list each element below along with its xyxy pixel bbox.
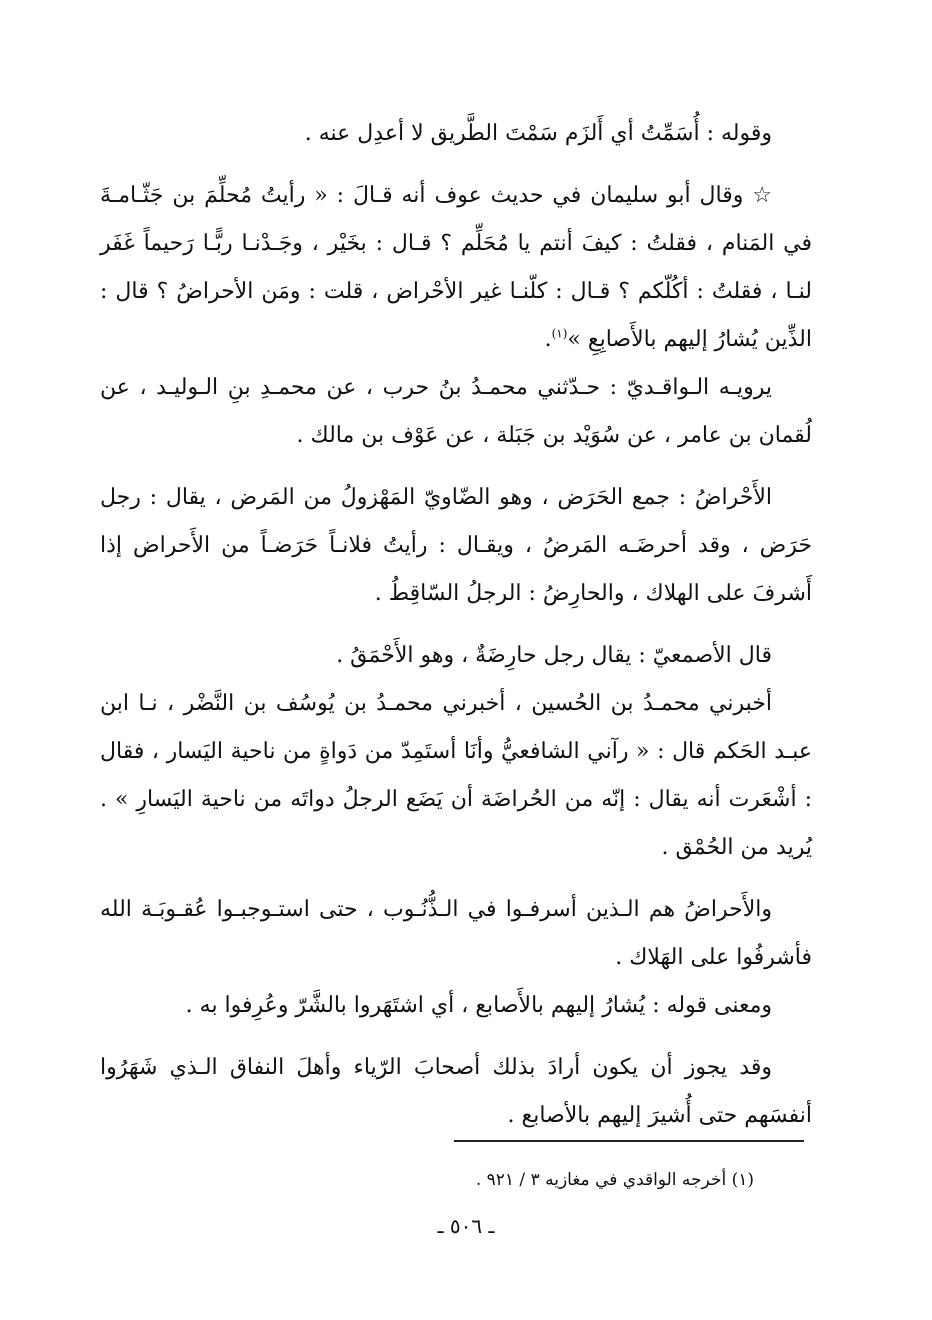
paragraph-5: قال الأصمعيّ : يقال رجل حارِضَةٌ ، وهو الأَحْمَقُ . — [336, 643, 772, 668]
paragraph-1: وقوله : أُسَمِّتُ أي أَلزَم سَمْتَ الطَّريق لا أعدِل عنه . — [304, 121, 772, 146]
paragraph-2: ☆ وقال أبو سليمان في حديث عوف أنه قـالَ : « رأيتُ مُحلِّمَ بن جَثّـامـةَ في المَنام ، فقلتُ : كيفَ أنتم يا مُحَلِّم ؟ قـال : بخَيْر ، وجَـدْنـا ربًّـا رَحيماً غَفَر لنـا ، فقلتُ : أكُلّكم ؟ قـال : كلّنـا غير الأحْراض ، قلت : ومَن الأحراضُ ؟ قال : الذِّين يُشارُ إليهم بالأَصابِعِ »$^{(١)}$. — [100, 183, 812, 352]
footnote-reference[interactable]: (١) — [551, 326, 568, 341]
paragraph-3: يرويـه الـواقـديّ : حـدّثني محمـدُ بنُ حرب ، عن محمـدِ بنِ الـوليـد ، عن لُقمان بن عامر ، عن سُوَيْد بن جَبَلة ، عن عَوْف بن مالك . — [100, 375, 812, 448]
paragraph-2-text: ☆ وقال أبو سليمان في حديث عوف أنه قـالَ : « رأيتُ مُحلِّمَ بن جَثّـامـةَ في المَنام ، فقلتُ : كيفَ أنتم يا مُحَلِّم ؟ قـال : بخَيْر ، وجَـدْنـا ربًّـا رَحيماً غَفَر لنـا ، فقلتُ : أكُلّكم ؟ قـال : كلّنـا غير الأحْراض ، قلت : ومَن الأحراضُ ؟ قال : الذِّين يُشارُ إليهم بالأَصابِعِ » — [100, 183, 812, 352]
footnote-divider — [454, 1140, 804, 1142]
paragraph-8: ومعنى قوله : يُشارُ إليهم بالأَصابع ، أي اشتَهَروا بالشَّرّ وعُرِفوا به . — [185, 993, 772, 1018]
paragraph-7: والأَحراضُ هم الـذين أسرفـوا في الـذُّنُـوب ، حتى استـوجبـوا عُقـوبَـة الله فأشرفُوا على الهَلاك . — [100, 897, 812, 970]
paragraph-9: وقد يجوز أن يكون أرادَ بذلك أصحابَ الرّياء وأهلَ النفاق الـذي شَهَرُوا أنفسَهم حتى أُشيرَ إليهم بالأصابع . — [100, 1055, 812, 1128]
footnote: (١) أخرجه الواقدي في مغازيه ٣ / ٩٢١ . — [475, 1170, 754, 1190]
paragraph-4: الأَحْراضُ : جمع الحَرَض ، وهو الضّاويّ المَهْزولُ من المَرض ، يقال : رجل حَرَض ، وقد أحرضَـه المَرضُ ، ويقـال : رأيتُ فلانـاً حَرَضـاً من الأَحراض إذا أَشرفَ على الهلاك ، والحارِضُ : الرجلُ السّاقِطُ . — [100, 485, 812, 606]
paragraph-6: أخبرني محمـدُ بن الحُسين ، أخبرني محمـدُ بن يُوسُف بن النَّضْر ، نـا ابن عبـد الحَكم قال : « رآني الشافعيُّ وأنَا أستَمِدّ من دَواةٍ من ناحية اليَسار ، فقال : أشْعَرت أنه يقال : إنّه من الحُراضَة أن يَضَع الرجلُ دواتَه من ناحية اليَسارِ » . يُريد من الحُمْق . — [100, 691, 812, 860]
page-number: ـ ٥٠٦ ـ — [437, 1214, 495, 1238]
page-body — [100, 110, 812, 1140]
